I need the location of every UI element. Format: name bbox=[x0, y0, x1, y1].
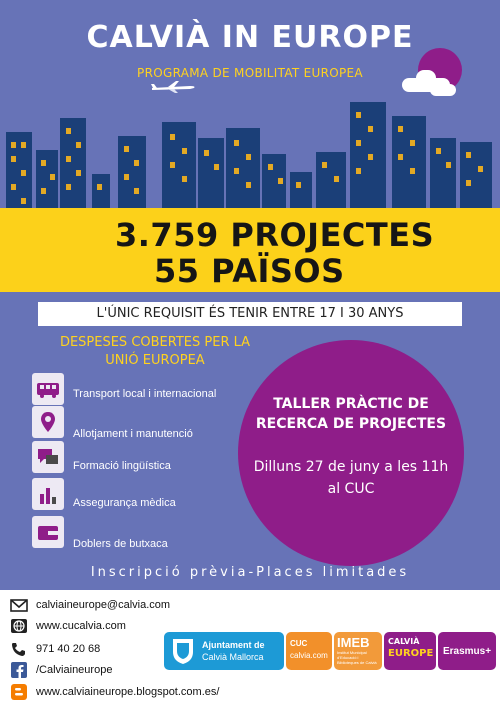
cuc-logo bbox=[286, 632, 332, 670]
workshop-title bbox=[238, 394, 464, 434]
imeb-subtitle: Institut Municipal d'Educació i Biblioteques de Calvià bbox=[337, 650, 377, 665]
bar-chart-icon bbox=[32, 478, 64, 510]
workshop-date-line2: al CUC bbox=[327, 481, 375, 497]
ajuntament-line1: Ajuntament de bbox=[202, 640, 265, 650]
phone-icon bbox=[10, 641, 28, 657]
coverage-item-language: Formació lingüística bbox=[73, 460, 171, 472]
envelope-icon bbox=[10, 597, 28, 613]
coverage-item-pocket-money: Doblers de butxaca bbox=[73, 538, 168, 550]
coverage-item-insurance: Assegurança mèdica bbox=[73, 497, 176, 509]
erasmus-label: Erasmus+ bbox=[442, 645, 492, 657]
contact-blog-text: www.calviaineurope.blogspot.com.es/ bbox=[36, 686, 220, 698]
workshop-circle bbox=[238, 340, 464, 566]
chat-bubbles-icon bbox=[32, 441, 64, 473]
contact-email[interactable] bbox=[10, 596, 170, 614]
cie-line1: CALVIÀ bbox=[388, 637, 420, 646]
erasmus-plus-logo bbox=[438, 632, 496, 670]
blogger-icon bbox=[10, 684, 28, 700]
wallet-icon bbox=[32, 516, 64, 548]
contact-website[interactable] bbox=[10, 617, 126, 635]
imeb-logo bbox=[334, 632, 382, 670]
poster-title: CALVIÀ IN EUROPE bbox=[86, 20, 414, 55]
requirement-banner: L'ÚNIC REQUISIT ÉS TENIR ENTRE 17 I 30 ANYS bbox=[38, 302, 462, 326]
contact-email-text: calviaineurope@calvia.com bbox=[36, 599, 171, 611]
facebook-icon bbox=[10, 662, 28, 678]
contact-website-text: www.cucalvia.com bbox=[36, 620, 126, 632]
cuc-label: CUC bbox=[290, 639, 308, 648]
city-skyline-illustration bbox=[0, 92, 500, 222]
contact-phone[interactable] bbox=[10, 640, 100, 658]
coverage-item-transport: Transport local i internacional bbox=[73, 388, 217, 400]
poster-subtitle: PROGRAMA DE MOBILITAT EUROPEA bbox=[137, 66, 363, 80]
projects-count: 3.759 PROJECTES bbox=[115, 216, 435, 254]
contact-blog[interactable] bbox=[10, 683, 219, 701]
contact-facebook[interactable] bbox=[10, 661, 112, 679]
coverage-item-accommodation: Allotjament i manutenció bbox=[73, 428, 193, 440]
calvia-in-europe-logo bbox=[384, 632, 436, 670]
location-pin-icon bbox=[32, 406, 64, 438]
workshop-date bbox=[238, 456, 464, 500]
workshop-title-line2: RECERCA DE PROJECTES bbox=[255, 416, 447, 432]
globe-icon bbox=[10, 618, 28, 634]
coverage-heading bbox=[40, 334, 270, 370]
cuc-url: calvia.com bbox=[290, 651, 328, 660]
ajuntament-calvia-logo bbox=[164, 632, 284, 670]
coverage-heading-line1: DESPESES COBERTES PER LA bbox=[59, 335, 251, 350]
imeb-title: IMEB bbox=[337, 635, 370, 650]
contact-phone-text: 971 40 20 68 bbox=[36, 643, 101, 655]
bus-icon bbox=[32, 373, 64, 405]
cie-line2: EUROPE bbox=[388, 648, 434, 659]
inscription-notice: Inscripció prèvia-Places limitades bbox=[90, 565, 410, 580]
countries-count: 55 PAÏSOS bbox=[154, 252, 345, 290]
contact-facebook-text: /Calviaineurope bbox=[36, 664, 113, 676]
municipal-crest-icon bbox=[170, 636, 196, 666]
ajuntament-line2: Calvià Mallorca bbox=[202, 652, 264, 662]
workshop-title-line1: TALLER PRÀCTIC DE bbox=[273, 396, 429, 412]
workshop-date-line1: Dilluns 27 de juny a les 11h bbox=[253, 459, 449, 475]
coverage-heading-line2: UNIÓ EUROPEA bbox=[105, 353, 205, 368]
